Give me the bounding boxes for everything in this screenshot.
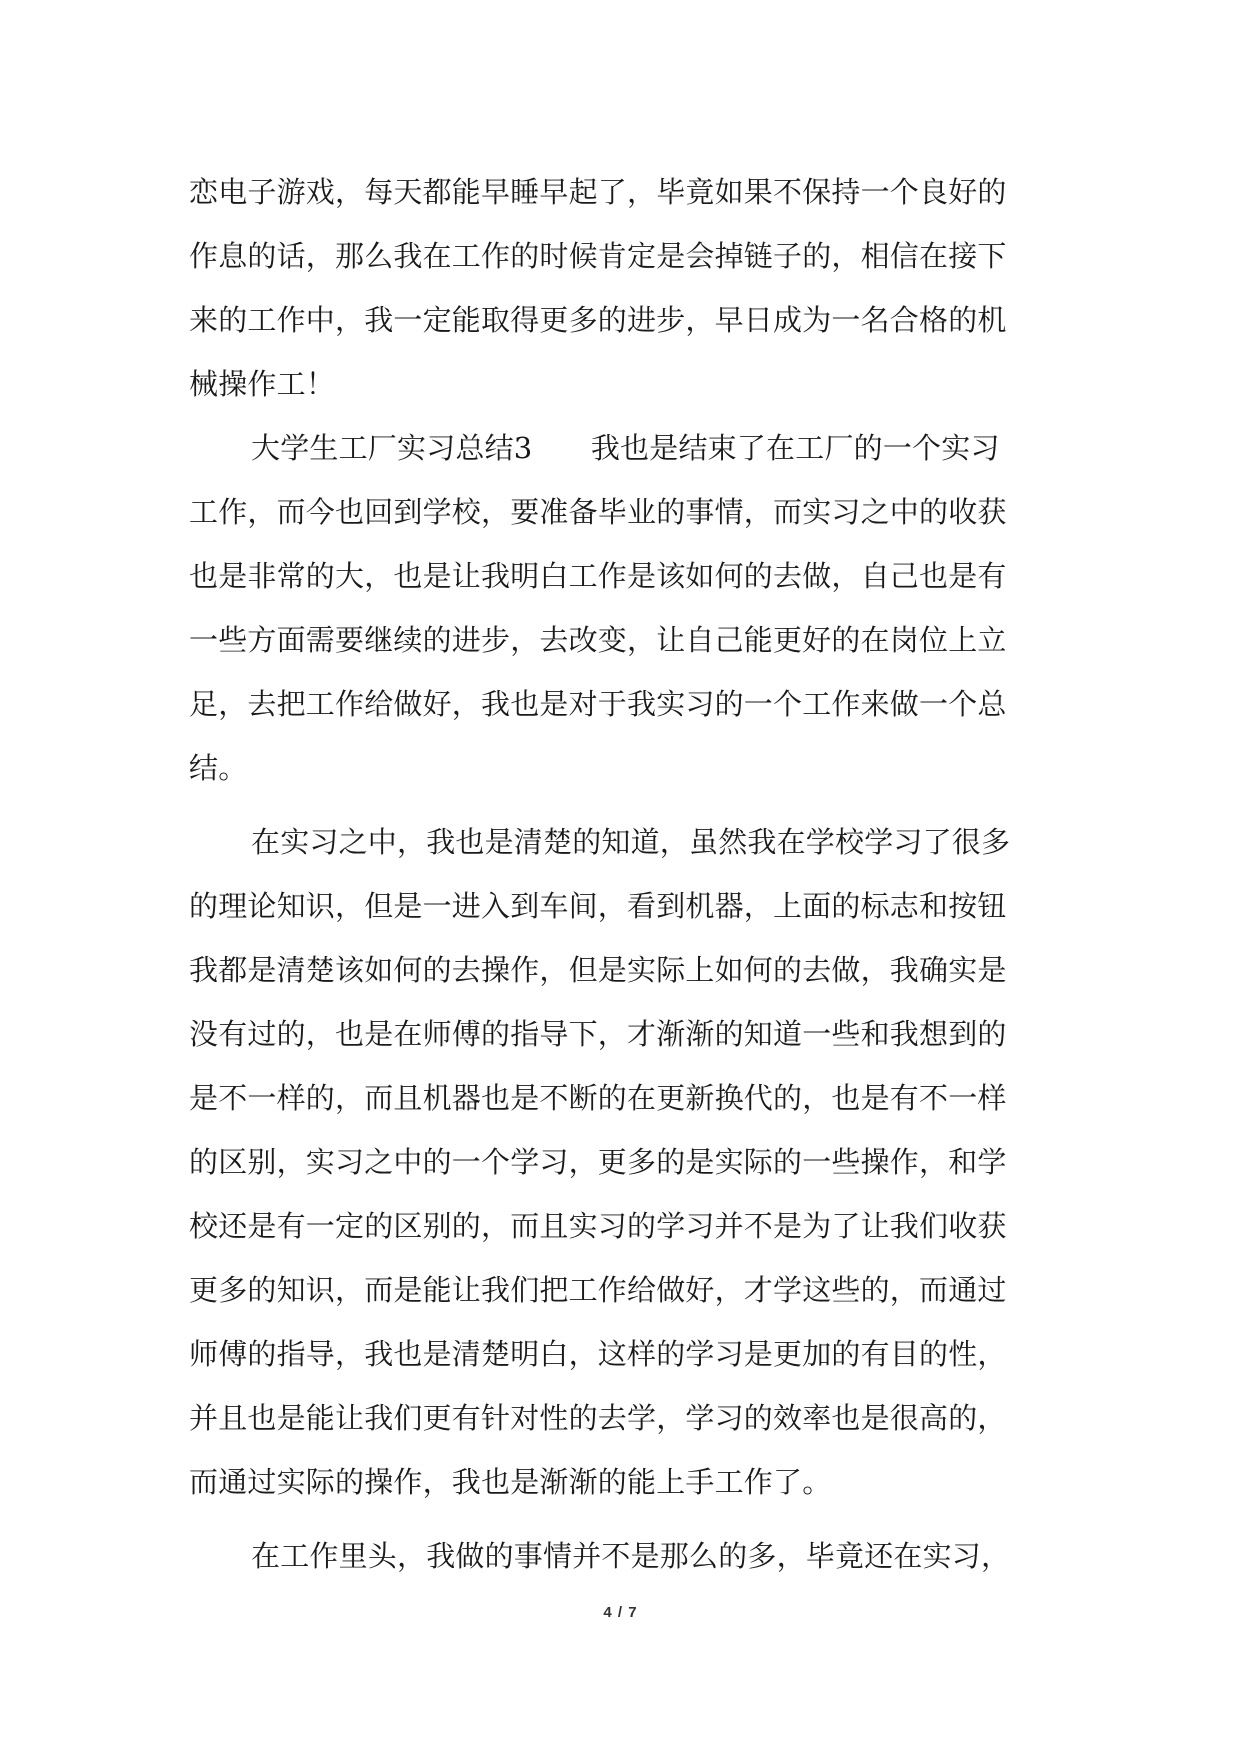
document-body bbox=[189, 160, 1059, 1588]
text-line: 一些方面需要继续的进步，去改变，让自己能更好的在岗位上立 bbox=[189, 623, 1007, 657]
text-line: 是不一样的，而且机器也是不断的在更新换代的，也是有不一样 bbox=[189, 1081, 1007, 1115]
section-heading-line: 大学生工厂实习总结3 我也是结束了在工厂的一个实习 bbox=[251, 431, 1000, 465]
text-line: 作息的话，那么我在工作的时候肯定是会掉链子的，相信在接下 bbox=[189, 239, 1007, 273]
text-line: 校还是有一定的区别的，而且实习的学习并不是为了让我们收获 bbox=[189, 1209, 1007, 1243]
text-line: 的理论知识，但是一进入到车间，看到机器，上面的标志和按钮 bbox=[189, 889, 1007, 923]
text-line: 的区别，实习之中的一个学习，更多的是实际的一些操作，和学 bbox=[189, 1145, 1007, 1179]
paragraph-start-line: 在工作里头，我做的事情并不是那么的多，毕竟还在实习， bbox=[251, 1539, 1011, 1573]
text-line: 恋电子游戏，每天都能早睡早起了，毕竟如果不保持一个良好的 bbox=[189, 175, 1007, 209]
text-line: 师傅的指导，我也是清楚明白，这样的学习是更加的有目的性， bbox=[189, 1337, 1007, 1371]
text-line: 结。 bbox=[189, 751, 248, 785]
text-line: 没有过的，也是在师傅的指导下，才渐渐的知道一些和我想到的 bbox=[189, 1017, 1007, 1051]
text-line: 械操作工！ bbox=[189, 367, 336, 401]
page-number: 4 / 7 bbox=[603, 1604, 638, 1621]
paragraph-start-line: 在实习之中，我也是清楚的知道，虽然我在学校学习了很多 bbox=[251, 825, 1011, 859]
text-line: 我都是清楚该如何的去操作，但是实际上如何的去做，我确实是 bbox=[189, 953, 1007, 987]
text-line: 足，去把工作给做好，我也是对于我实习的一个工作来做一个总 bbox=[189, 687, 1007, 721]
text-line: 来的工作中，我一定能取得更多的进步，早日成为一名合格的机 bbox=[189, 303, 1007, 337]
text-line: 而通过实际的操作，我也是渐渐的能上手工作了。 bbox=[189, 1465, 832, 1499]
text-line: 更多的知识，而是能让我们把工作给做好，才学这些的，而通过 bbox=[189, 1273, 1007, 1307]
text-line: 也是非常的大，也是让我明白工作是该如何的去做，自己也是有 bbox=[189, 559, 1007, 593]
text-line: 并且也是能让我们更有针对性的去学，学习的效率也是很高的， bbox=[189, 1401, 1007, 1435]
text-line: 工作，而今也回到学校，要准备毕业的事情，而实习之中的收获 bbox=[189, 495, 1007, 529]
